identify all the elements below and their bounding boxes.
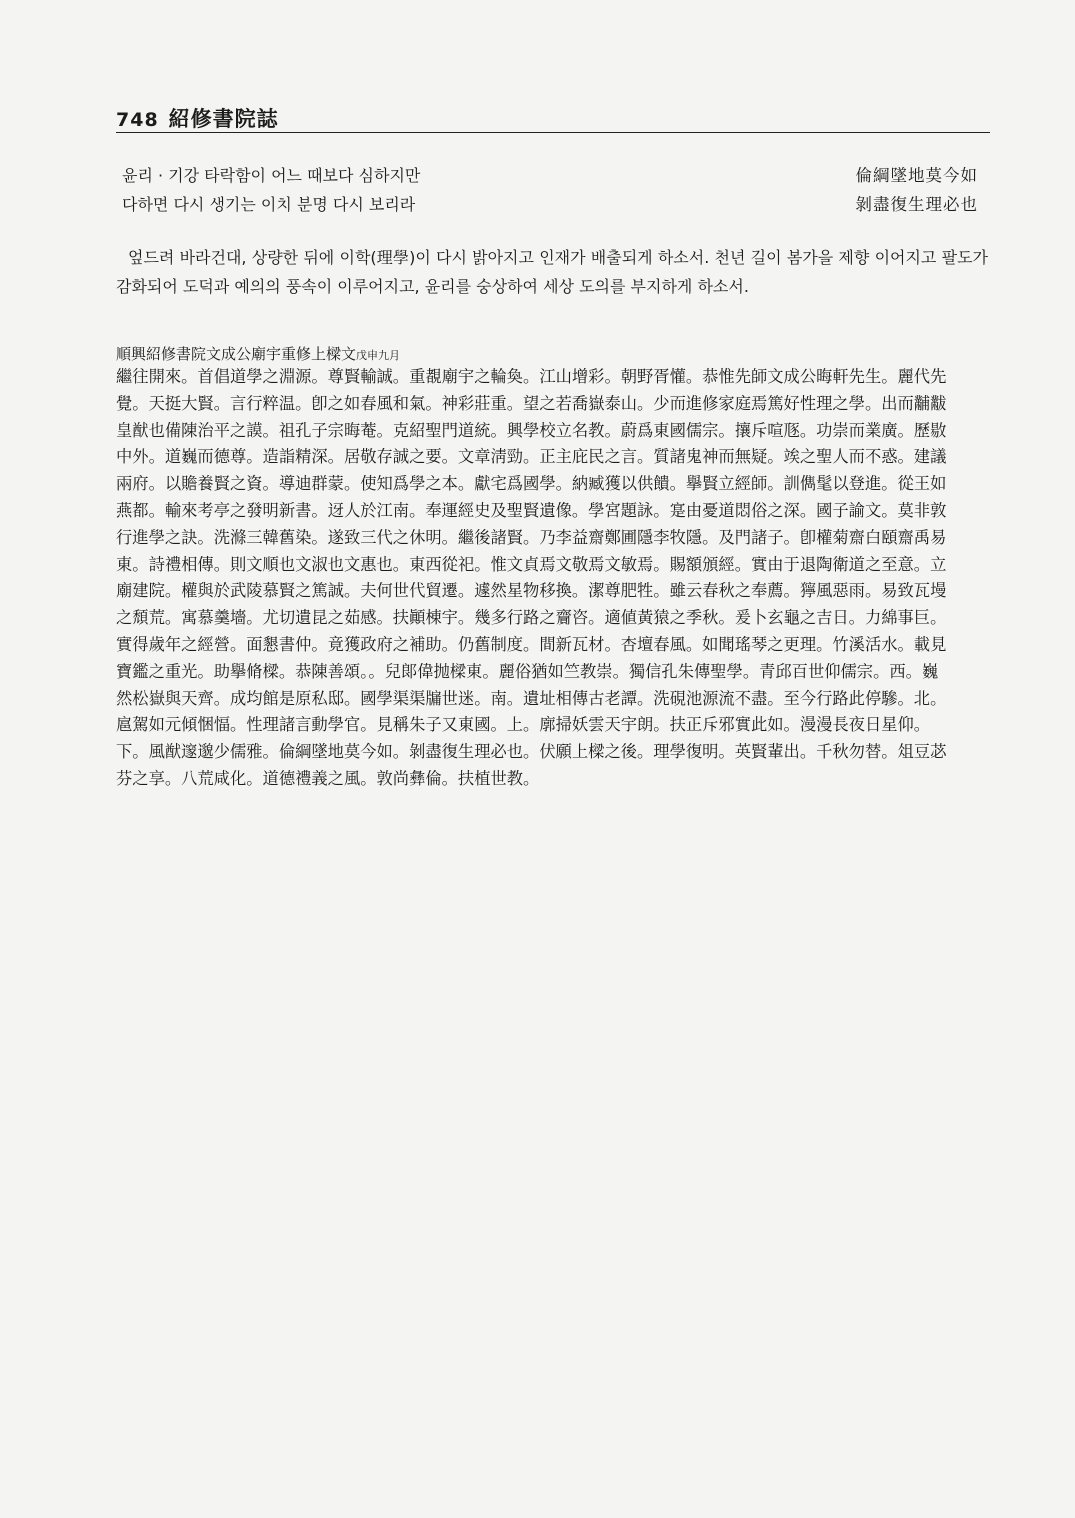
page-number: 748 [116,109,159,131]
document-title-text: 順興紹修書院文成公廟宇重修上樑文 [116,345,357,363]
classical-line: 然松嶽與天齊。成均館是原私邸。國學渠渠牖世迷。南。遺址相傳古老譚。洗硯池源流不盡。至今行路此停驂。北。 [116,688,947,708]
poem-korean-line-1: 윤리 · 기강 타락함이 어느 때보다 심하지만 [122,166,421,185]
poem-korean [122,161,420,219]
classical-line: 繼往開來。首倡道學之淵源。尊賢輸誠。重覩廟宇之輪奐。江山增彩。朝野胥懽。恭惟先師文成公晦軒先生。麗代先 [116,367,947,386]
classical-line: 燕都。輸來考亭之發明新書。迓人於江南。奉運經史及聖賢遺像。學宮題詠。寔由憂道悶俗之深。國子諭文。莫非敦 [116,500,947,520]
classical-line: 皇猷也備陳治平之謨。祖孔子宗晦菴。克紹聖門道統。興學校立名教。蔚爲東國儒宗。攘斥喧豗。功崇而業廣。歷敭 [116,420,947,440]
document-title [116,343,400,364]
classical-line: 覺。天挺大賢。言行粹温。卽之如春風和氣。神彩莊重。望之若喬嶽泰山。少而進修家庭焉篤好性理之學。出而黼黻 [116,393,947,413]
poem-hanja-line-2: 剝盡復生理必也 [855,195,978,214]
classical-line: 之頹荒。寓慕羹墻。尤切遺昆之茹感。扶顚棟宇。幾多行路之齎咨。適値黃猿之季秋。爰卜玄龜之吉日。力綿事巨。 [116,608,947,628]
classical-line: 中外。道巍而德尊。造詣精深。居敬存誠之要。文章淸勁。正主庇民之言。質諸鬼神而無疑。竢之聖人而不惑。建議 [116,447,947,467]
poem-hanja [856,161,979,219]
classical-line: 扈駕如元傾悃愊。性理諸言動學官。見稱朱子又東國。上。廓掃妖雲天宇朗。扶正斥邪實此如。漫漫長夜日星仰。 [116,715,931,735]
poem-korean-line-2: 다하면 다시 생기는 이치 분명 다시 보리라 [122,195,416,214]
running-header [116,103,279,133]
classical-line: 兩府。以贍養賢之資。導迪群蒙。使知爲學之本。獻宅爲國學。納臧獲以供饋。擧賢立經師。訓儁髦以登進。從王如 [116,474,947,494]
classical-line: 行進學之訣。洗滌三韓舊染。遂致三代之休明。繼後諸賢。乃李益齋鄭圃隱李牧隱。及門諸子。卽權菊齋白頤齋禹易 [116,527,947,547]
classical-line: 實得歲年之經營。面懇書仲。竟獲政府之補助。仍舊制度。間新瓦材。杏壇春風。如聞瑤琴之更理。竹溪活水。載見 [116,634,947,654]
classical-line: 寶鑑之重光。助擧脩樑。恭陳善頌。。兒郞偉抛樑東。麗俗猶如竺教崇。獨信孔朱傳聖學。青邱百世仰儒宗。西。巍 [116,661,939,681]
classical-line: 東。詩禮相傳。則文順也文淑也文惠也。東西從祀。惟文貞焉文敬焉文敏焉。賜額頒經。實由于退陶衛道之至意。立 [116,554,947,574]
classical-text [116,364,990,793]
book-title: 紹修書院誌 [168,106,279,131]
translation-paragraph: 엎드려 바라건대, 상량한 뒤에 이학(理學)이 다시 밝아지고 인재가 배출되게 하소서. 천년 길이 봄가을 제향 이어지고 팔도가 감화되어 도덕과 예의의 풍속이 이루어지고, 윤리를 숭상하여 세상 도의를 부지하게 하소서. [116,248,988,296]
poem-hanja-line-1: 倫綱墜地莫今如 [855,166,978,185]
classical-line: 下。風猷邃邈少儒雅。倫綱墜地莫今如。剝盡復生理必也。伏願上樑之後。理學復明。英賢輩出。千秋勿替。俎豆苾 [116,742,947,762]
classical-line: 芬之享。八荒咸化。道德禮義之風。敦尚彝倫。扶植世教。 [116,768,540,788]
classical-line: 廟建院。權與於武陵慕賢之篤誠。夫何世代貿遷。遽然星物移換。潔尊肥牲。雖云春秋之奉薦。獰風惡雨。易致瓦墁 [116,581,947,601]
header-rule [116,132,990,133]
document-date: 戊申九月 [356,349,401,362]
